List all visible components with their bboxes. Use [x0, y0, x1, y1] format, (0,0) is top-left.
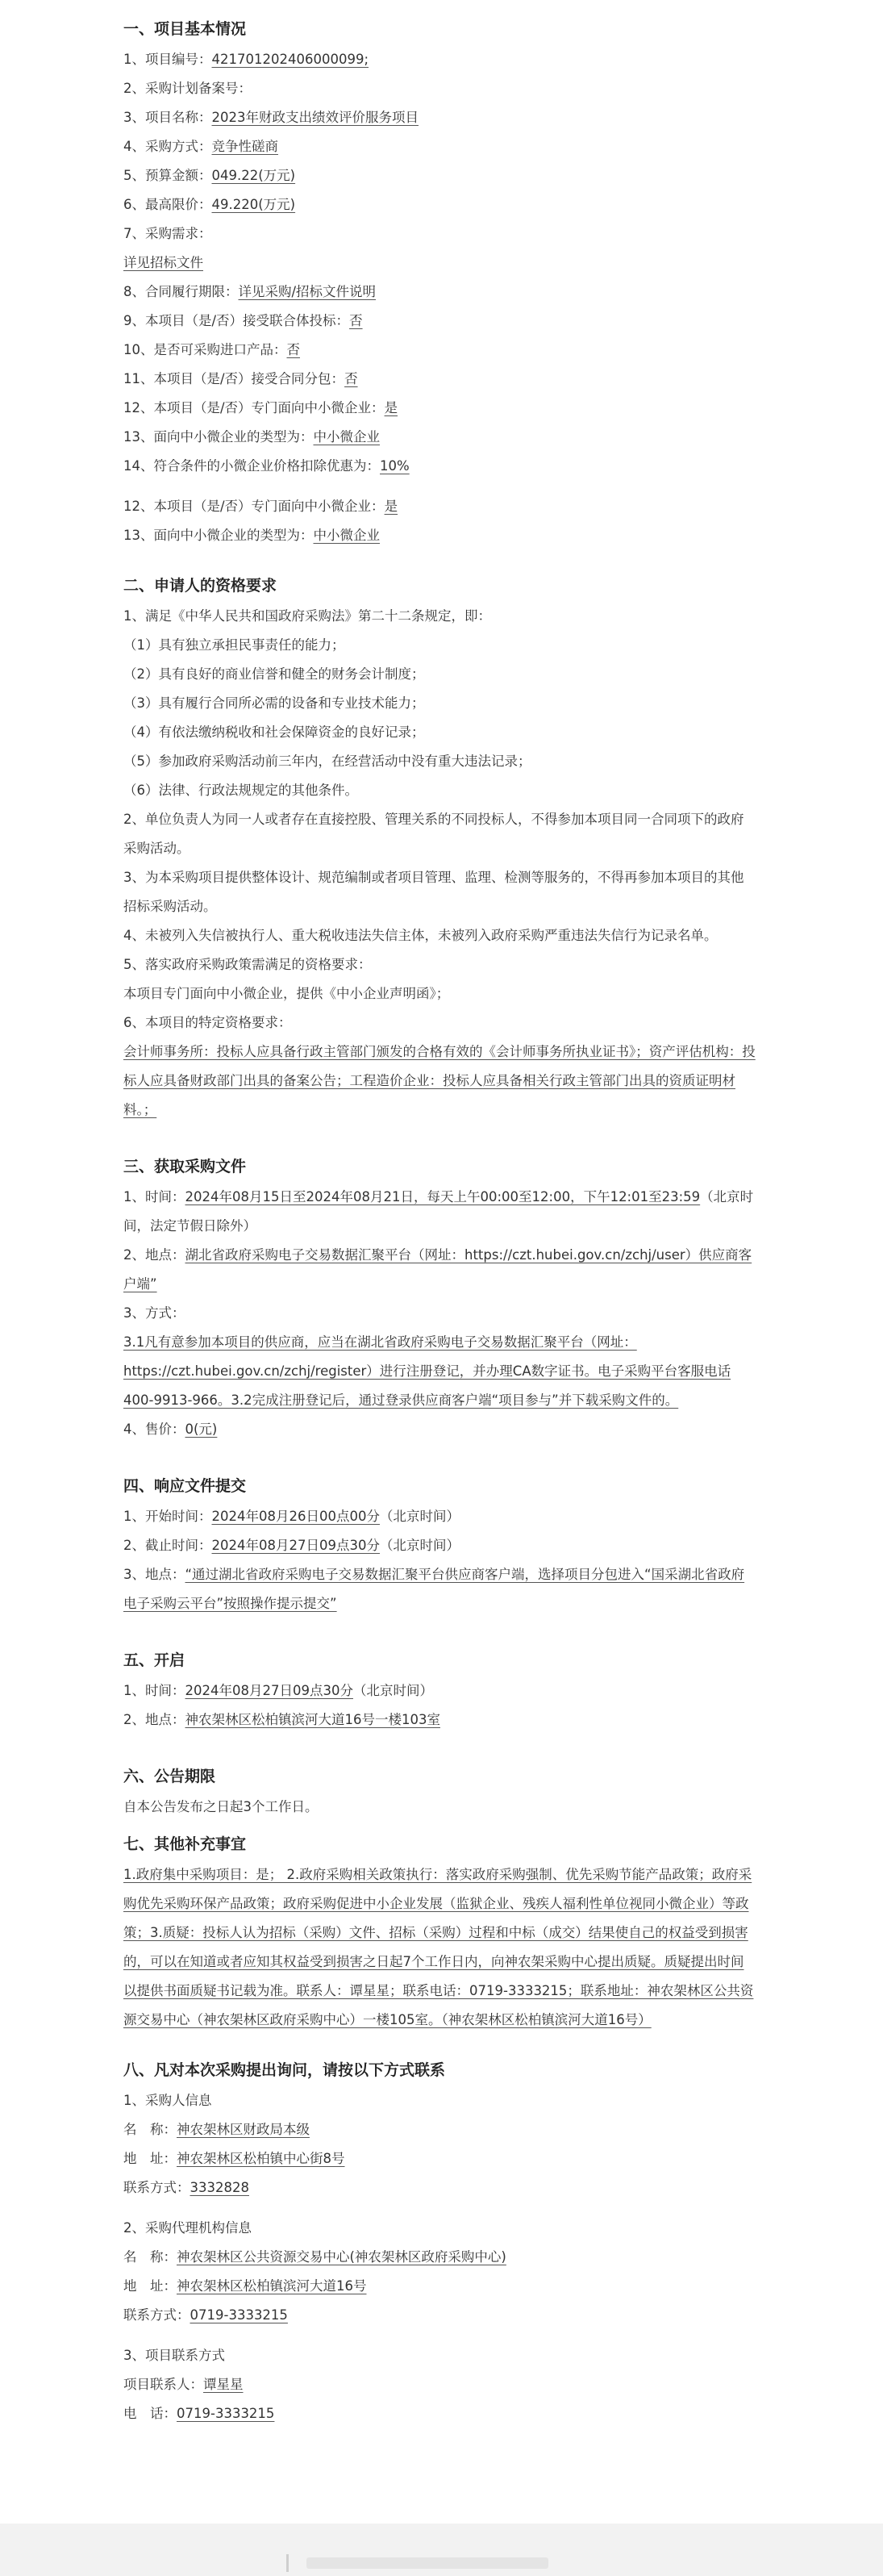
- agent-name: 神农架林区公共资源交易中心(神农架林区政府采购中心): [177, 2249, 506, 2265]
- submission-place: “通过湖北省政府采购电子交易数据汇聚平台供应商客户端，选择项目分包进入“国采湖北省政府电子采购云平台”按照操作提示提交”: [123, 1567, 745, 1611]
- section-title-obtain-documents: 三、获取采购文件: [123, 1158, 247, 1175]
- obtain-place-link[interactable]: 湖北省政府采购电子交易数据汇聚平台（网址：https://czt.hubei.gov.cn/zchj/user）供应商客户端”: [123, 1247, 752, 1292]
- opening-place-row: 2、地点：神农架林区松柏镇滨河大道16号一楼103室: [123, 1712, 440, 1727]
- budget-amount: 049.22(万元): [211, 168, 296, 183]
- opening-time-row: 1、时间：2024年08月27日09点30分（北京时间）: [123, 1683, 433, 1698]
- qualification-1-condition: （6）法律、行政法规规定的其他条件。: [123, 783, 358, 798]
- consortium-row: 9、本项目（是/否）接受联合体投标：否: [123, 313, 363, 328]
- buyer-name-row: 名 称：神农架林区财政局本级: [123, 2122, 310, 2137]
- qualification-2: 2、单位负责人为同一人或者存在直接控股、管理关系的不同投标人，不得参加本项目同一合同项下的政府采购活动。: [123, 812, 744, 856]
- section-title-submission: 四、响应文件提交: [123, 1477, 247, 1495]
- contract-term-row: 8、合同履行期限：详见采购/招标文件说明: [123, 284, 377, 299]
- notice-body: [123, 18, 756, 2428]
- submission-start: 2024年08月26日00点00分: [211, 1509, 380, 1524]
- subcontract-row: 11、本项目（是/否）接受合同分包：否: [123, 371, 358, 386]
- project-contact-phone-row: 电 话：0719-3333215: [123, 2406, 275, 2421]
- qualification-6-detail: 会计师事务所：投标人应具备行政主管部门颁发的合格有效的《会计师事务所执业证书》；资产评估机构：投标人应具备财政部门出具的备案公告；工程造价企业：投标人应具备相关行政主管部门出具的资质证明材料。；: [123, 1044, 756, 1117]
- qualification-3: 3、为本采购项目提供整体设计、规范编制或者项目管理、监理、检测等服务的，不得再参加本项目的其他招标采购活动。: [123, 870, 744, 914]
- document-price-row: 4、售价：0(元): [123, 1422, 218, 1437]
- opening-place: 神农架林区松柏镇滨河大道16号一楼103室: [185, 1712, 440, 1727]
- obtain-method-label: 3、方式：: [123, 1305, 185, 1321]
- project-contact-phone: 0719-3333215: [177, 2406, 275, 2421]
- buyer-address-row: 地 址：神农架林区松柏镇中心街8号: [123, 2151, 345, 2166]
- agent-info-heading: 2、采购代理机构信息: [123, 2220, 252, 2236]
- obtain-time: 2024年08月15日至2024年08月21日，每天上午00:00至12:00，下午12:01至23:59: [185, 1189, 701, 1204]
- qualification-1-condition: （5）参加政府采购活动前三年内，在经营活动中没有重大违法记录；: [123, 754, 531, 769]
- buyer-info-heading: 1、采购人信息: [123, 2093, 212, 2108]
- contract-term: 详见采购/招标文件说明: [238, 284, 377, 299]
- project-name: 2023年财政支出绩效评价服务项目: [211, 110, 419, 125]
- section-title-opening: 五、开启: [123, 1651, 185, 1669]
- agent-address: 神农架林区松柏镇滨河大道16号: [177, 2278, 367, 2294]
- sme-type-row: 13、面向中小微企业的类型为：中小微企业: [123, 429, 380, 445]
- opening-time: 2024年08月27日09点30分: [185, 1683, 353, 1698]
- page-footer: [0, 2524, 883, 2576]
- qualification-1-condition: （1）具有独立承担民事责任的能力；: [123, 637, 345, 653]
- project-number-row: 1、项目编号：421701202406000099;: [123, 52, 369, 67]
- section-title-qualifications: 二、申请人的资格要求: [123, 577, 277, 595]
- price-cap: 49.220(万元): [211, 197, 296, 212]
- qualification-5-detail: 本项目专门面向中小微企业，提供《中小企业声明函》；: [123, 986, 450, 1001]
- buyer-phone: 3332828: [190, 2180, 249, 2195]
- obtain-method: 3.1凡有意参加本项目的供应商，应当在湖北省政府采购电子交易数据汇聚平台（网址：https://czt.hubei.gov.cn/zchj/register）进行注册登记，并办理CA数字证书。电子采购平台客服电话400-9913-966。3.2完成注册登记后，通过登录供应商客户端“项目参与”并下载采购文件的。: [123, 1334, 731, 1408]
- buyer-phone-row: 联系方式：3332828: [123, 2180, 249, 2195]
- sme-only-row-repeat: 12、本项目（是/否）专门面向中小微企业：是: [123, 499, 398, 514]
- footer-faint-text: [306, 2557, 548, 2569]
- obtain-place-row: 2、地点：湖北省政府采购电子交易数据汇聚平台（网址：https://czt.hubei.gov.cn/zchj/user）供应商客户端”: [123, 1247, 752, 1292]
- agent-name-row: 名 称：神农架林区公共资源交易中心(神农架林区政府采购中心): [123, 2249, 506, 2265]
- procurement-method: 竞争性磋商: [211, 139, 278, 154]
- submission-deadline: 2024年08月27日09点30分: [211, 1538, 380, 1553]
- obtain-time-row: 1、时间：2024年08月15日至2024年08月21日，每天上午00:00至12:00，下午12:01至23:59（北京时间，法定节假日除外）: [123, 1189, 754, 1234]
- buyer-name: 神农架林区财政局本级: [177, 2122, 310, 2137]
- budget-row: 5、预算金额：049.22(万元): [123, 168, 296, 183]
- section-title-contact: 八、凡对本次采购提出询问，请按以下方式联系: [123, 2061, 446, 2079]
- submission-start-row: 1、开始时间：2024年08月26日00点00分（北京时间）: [123, 1509, 460, 1524]
- agent-address-row: 地 址：神农架林区松柏镇滨河大道16号: [123, 2278, 367, 2294]
- requirements-row: 7、采购需求：: [123, 226, 212, 241]
- supplementary-text: 1.政府集中采购项目：是； 2.政府采购相关政策执行：落实政府采购强制、优先采购节能产品政策；政府采购优先采购环保产品政策；政府采购促进中小企业发展（监狱企业、残疾人福利性单位视同小微企业）等政策；3.质疑：投标人认为招标（采购）文件、招标（采购）过程和中标（成交）结果使自己的权益受到损害的，可以在知道或者应知其权益受到损害之日起7个工作日内，向神农架采购中心提出质疑。质疑提出时间以提供书面质疑书记载为准。联系人：谭星星；联系电话：0719-3333215；联系地址：神农架林区公共资源交易中心（神农架林区政府采购中心）一楼105室。（神农架林区松柏镇滨河大道16号）: [123, 1867, 754, 2027]
- qualification-6: 6、本项目的特定资格要求：: [123, 1015, 292, 1030]
- plan-filing-number-row: 2、采购计划备案号：: [123, 81, 252, 96]
- section-title-supplementary: 七、其他补充事宜: [123, 1835, 247, 1853]
- notice-period-text: 自本公告发布之日起3个工作日。: [123, 1799, 319, 1814]
- project-contact-person: 谭星星: [203, 2377, 244, 2392]
- submission-deadline-row: 2、截止时间：2024年08月27日09点30分（北京时间）: [123, 1538, 460, 1553]
- project-contact-heading: 3、项目联系方式: [123, 2348, 225, 2363]
- qualification-5: 5、落实政府采购政策需满足的资格要求：: [123, 957, 372, 972]
- submission-place-row: 3、地点：“通过湖北省政府采购电子交易数据汇聚平台供应商客户端，选择项目分包进入“国采湖北省政府电子采购云平台”按照操作提示提交”: [123, 1567, 745, 1611]
- footer-divider: [286, 2554, 289, 2572]
- project-contact-person-row: 项目联系人：谭星星: [123, 2377, 244, 2392]
- qualification-1-condition: （3）具有履行合同所必需的设备和专业技术能力；: [123, 695, 425, 711]
- requirements-link[interactable]: 详见招标文件: [123, 255, 203, 270]
- section-title-notice-period: 六、公告期限: [123, 1768, 216, 1785]
- qualification-1-condition: （2）具有良好的商业信誉和健全的财务会计制度；: [123, 666, 425, 682]
- sme-discount-row: 14、符合条件的小微企业价格扣除优惠为：10%: [123, 458, 410, 474]
- agent-phone-row: 联系方式：0719-3333215: [123, 2307, 288, 2323]
- buyer-address: 神农架林区松柏镇中心街8号: [177, 2151, 345, 2166]
- price-cap-row: 6、最高限价：49.220(万元): [123, 197, 296, 212]
- section-title-basic-info: 一、项目基本情况: [123, 20, 247, 38]
- qualification-1: 1、满足《中华人民共和国政府采购法》第二十二条规定，即：: [123, 608, 491, 624]
- document-price: 0(元): [185, 1422, 218, 1437]
- sme-type-row-repeat: 13、面向中小微企业的类型为：中小微企业: [123, 528, 380, 543]
- project-name-row: 3、项目名称：2023年财政支出绩效评价服务项目: [123, 110, 419, 125]
- project-number: 421701202406000099;: [211, 52, 369, 67]
- import-row: 10、是否可采购进口产品：否: [123, 342, 300, 357]
- procurement-method-row: 4、采购方式：竞争性磋商: [123, 139, 278, 154]
- sme-only-row: 12、本项目（是/否）专门面向中小微企业：是: [123, 400, 398, 415]
- qualification-1-condition: （4）有依法缴纳税收和社会保障资金的良好记录；: [123, 724, 425, 740]
- agent-phone: 0719-3333215: [190, 2307, 288, 2323]
- qualification-4: 4、未被列入失信被执行人、重大税收违法失信主体，未被列入政府采购严重违法失信行为记录名单。: [123, 928, 718, 943]
